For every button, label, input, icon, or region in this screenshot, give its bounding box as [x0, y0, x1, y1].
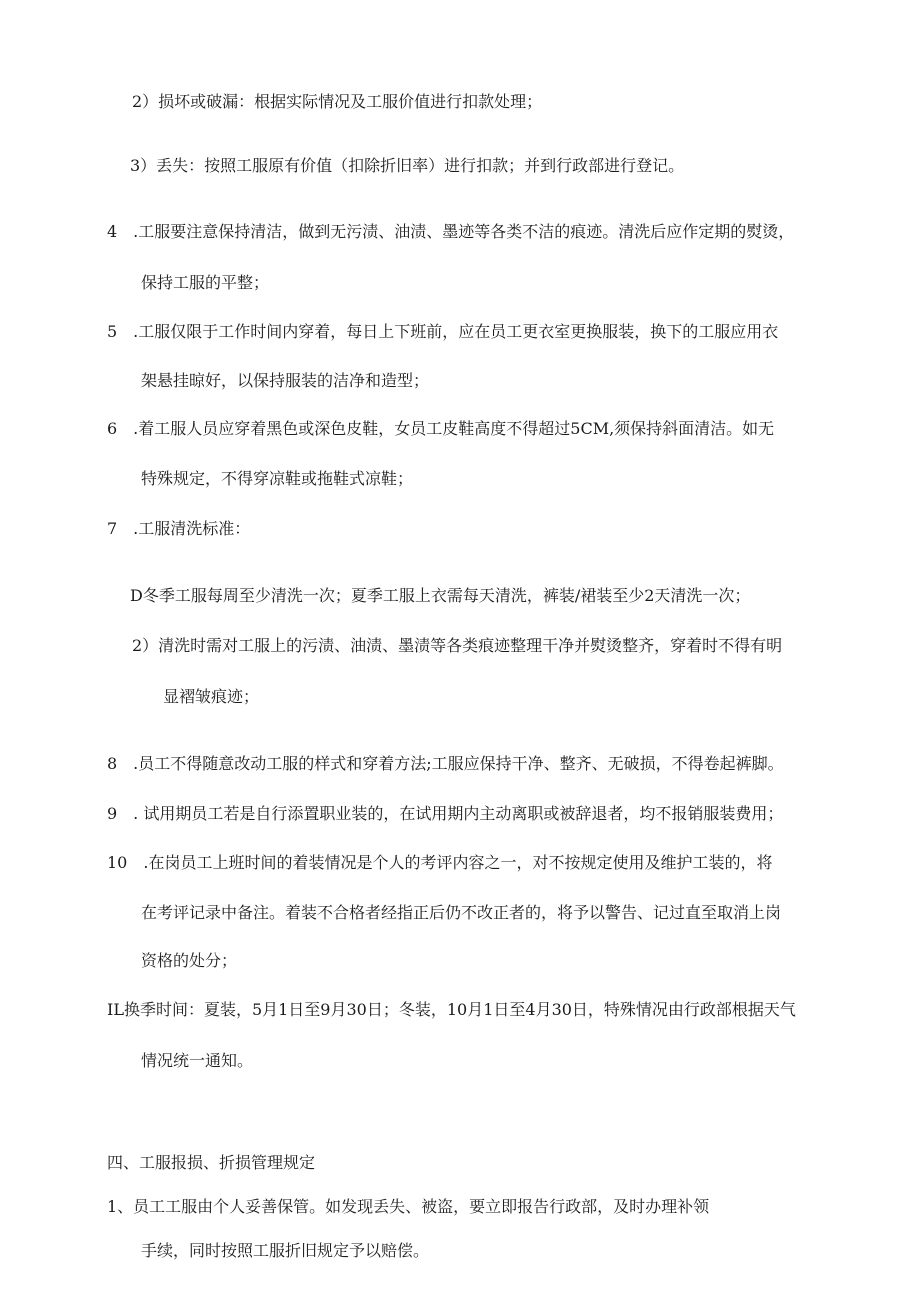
sub-item-1-washing-frequency: D冬季工服每周至少清洗一次；夏季工服上衣需每天清洗，裤装/裙装至少2天清洗一次；	[130, 586, 751, 605]
item-4-cleanliness-cont: 保持工服的平整；	[141, 273, 270, 292]
item-4-cleanliness: 4 .工服要注意保持清洁，做到无污渍、油渍、墨迹等各类不洁的痕迹。清洗后应作定期的熨烫，	[107, 222, 795, 241]
item-10-evaluation-cont1: 在考评记录中备注。着装不合格者经指正后仍不改正者的，将予以警告、记过直至取消上岗	[141, 903, 782, 922]
sub-item-2-damage: 2）损坏或破漏：根据实际情况及工服价值进行扣款处理；	[132, 92, 543, 111]
item-9-probation: 9 . 试用期员工若是自行添置职业装的，在试用期内主动离职或被辞退者，均不报销服装费用；	[107, 804, 784, 823]
item-6-shoes: 6 .着工服人员应穿着黑色或深色皮鞋，女员工皮鞋高度不得超过5CM,须保持斜面清洁。如无	[107, 419, 775, 438]
item-5-working-hours: 5 .工服仅限于工作时间内穿着，每日上下班前，应在员工更衣室更换服装，换下的工服应用衣	[107, 322, 779, 341]
section-4-item-1-cont: 手续，同时按照工服折旧规定予以赔偿。	[141, 1241, 430, 1260]
item-11-season-change: IL换季时间：夏装，5月1日至9月30日；冬装，10月1日至4月30日，特殊情况由行政部根据天气	[107, 1000, 796, 1019]
sub-item-2-ironing: 2）清洗时需对工服上的污渍、油渍、墨渍等各类痕迹整理干净并熨烫整齐，穿着时不得有明	[132, 636, 783, 655]
item-8-no-alteration: 8 .员工不得随意改动工服的样式和穿着方法;工服应保持干净、整齐、无破损，不得卷起裤脚。	[107, 754, 784, 773]
item-6-shoes-cont: 特殊规定，不得穿凉鞋或拖鞋式凉鞋；	[141, 469, 414, 488]
item-7-cleaning-standard: 7 .工服清洗标准：	[107, 519, 251, 538]
sub-item-2-ironing-cont: 显褶皱痕迹；	[163, 687, 260, 706]
item-10-evaluation: 10 .在岗员工上班时间的着装情况是个人的考评内容之一，对不按规定使用及维护工装的，将	[107, 853, 773, 872]
item-5-working-hours-cont: 架悬挂晾好，以保持服装的洁净和造型；	[141, 371, 430, 390]
section-4-item-1: 1、员工工服由个人妥善保管。如发现丢失、被盗，要立即报告行政部，及时办理补领	[107, 1197, 710, 1216]
item-11-season-change-cont: 情况统一通知。	[141, 1051, 254, 1070]
section-4-heading: 四、工服报损、折损管理规定	[107, 1153, 316, 1172]
sub-item-3-loss: 3）丢失：按照工服原有价值（扣除折旧率）进行扣款；并到行政部进行登记。	[130, 156, 685, 175]
item-10-evaluation-cont2: 资格的处分；	[141, 951, 238, 970]
